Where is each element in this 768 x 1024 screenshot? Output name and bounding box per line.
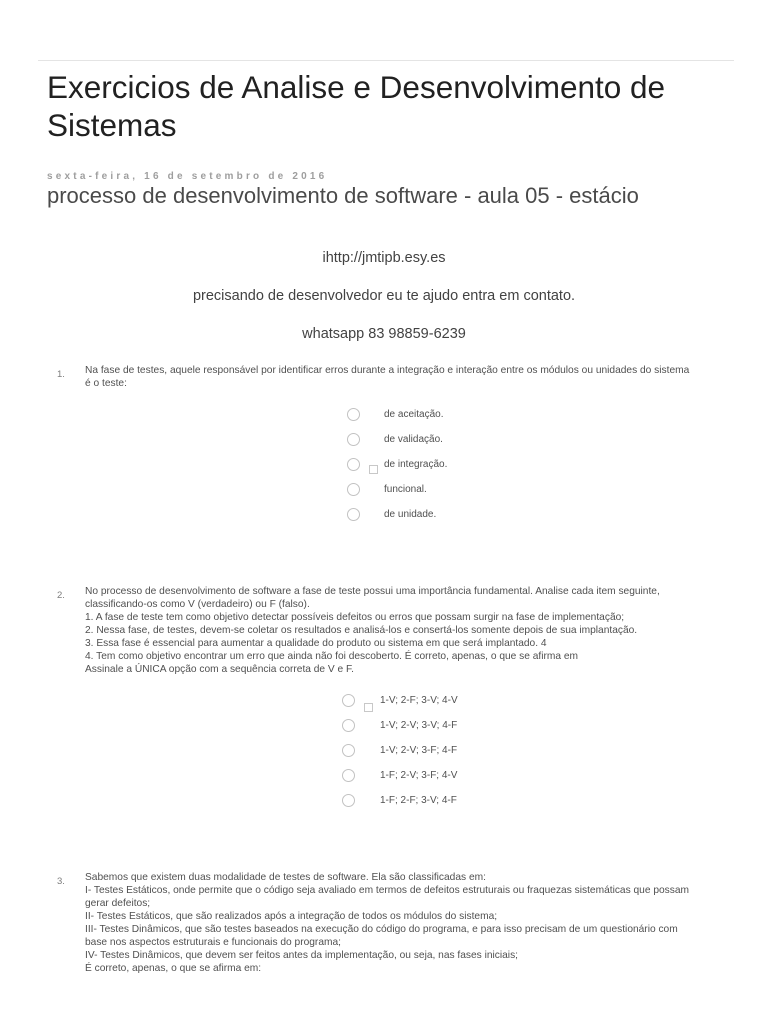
question-line: é o teste: (85, 378, 127, 389)
question-number: 1. (57, 369, 65, 380)
answer-option-label: 1-V; 2-V; 3-F; 4-F (380, 745, 458, 756)
question-line: 1. A fase de teste tem como objetivo detectar possíveis defeitos ou erros que possam surgir na fase de implementação; (85, 612, 625, 623)
radio-button[interactable] (347, 508, 360, 521)
question-line: 3. Essa fase é essencial para aumentar a qualidade do produto ou sistema em que será implantado. 4 (85, 638, 547, 649)
question-text (85, 871, 725, 975)
question-line: classificando-os como V (verdadeiro) ou F (falso). (85, 599, 310, 610)
radio-button[interactable] (347, 433, 360, 446)
radio-button[interactable] (347, 483, 360, 496)
checkbox-icon (364, 703, 373, 712)
question-text (85, 364, 725, 390)
post-date: sexta-feira, 16 de setembro de 2016 (47, 171, 328, 182)
question-line: 4. Tem como objetivo encontrar um erro que ainda não foi descoberto. É correto, apenas, o que se afirma em (85, 651, 579, 662)
answer-option-label: 1-F; 2-V; 3-F; 4-V (380, 770, 458, 781)
answer-option-label: de unidade. (384, 509, 437, 520)
question-number: 2. (57, 590, 65, 601)
post-title[interactable]: processo de desenvolvimento de software - aula 05 - estácio (47, 183, 639, 208)
answer-option-label: 1-V; 2-V; 3-V; 4-F (380, 720, 458, 731)
question-line: base nos aspectos estruturais e funcionais do programa; (85, 937, 341, 948)
question-line: No processo de desenvolvimento de software a fase de teste possui uma importância fundamental. Analise cada item seguinte, (85, 586, 660, 597)
whatsapp-text: whatsapp 83 98859-6239 (302, 326, 466, 342)
question-line: IV- Testes Dinâmicos, que devem ser feitos antes da implementação, ou seja, nas fases iniciais; (85, 950, 518, 961)
radio-button[interactable] (342, 744, 355, 757)
question-line: 2. Nessa fase, de testes, devem-se coletar os resultados e analisá-los e consertá-los somente depois de sua implantação. (85, 625, 638, 636)
radio-button[interactable] (342, 769, 355, 782)
question-line: III- Testes Dinâmicos, que são testes baseados na execução do código do programa, e para isso precisam de um questionário com (85, 924, 678, 935)
blog-title[interactable]: Exercicios de Analise e Desenvolvimento de Sistemas (47, 69, 666, 143)
question-line: Sabemos que existem duas modalidade de testes de software. Ela são classificadas em: (85, 872, 486, 883)
answer-option-label: de validação. (384, 434, 443, 445)
question-line: II- Testes Estáticos, que são realizados após a integração de todos os módulos do sistema; (85, 911, 498, 922)
question-line: É correto, apenas, o que se afirma em: (85, 963, 262, 974)
answer-option-label: de integração. (384, 459, 448, 470)
answer-option-label: de aceitação. (384, 409, 444, 420)
checkbox-icon (369, 465, 378, 474)
radio-button[interactable] (347, 458, 360, 471)
question-line: Assinale a ÚNICA opção com a sequência correta de V e F. (85, 664, 354, 675)
question-line: I- Testes Estáticos, onde permite que o código seja avaliado em termos de defeitos estruturais ou fraquezas sistemáticas que possam (85, 885, 690, 896)
question-line: gerar defeitos; (85, 898, 151, 909)
question-line: Na fase de testes, aquele responsável por identificar erros durante a integração e interação entre os módulos ou unidades do sistema (85, 365, 690, 376)
question-number: 3. (57, 876, 65, 887)
post-link[interactable]: ihttp://jmtipb.esy.es (322, 250, 446, 266)
radio-button[interactable] (342, 794, 355, 807)
contact-text: precisando de desenvolvedor eu te ajudo entra em contato. (192, 288, 576, 304)
radio-button[interactable] (342, 694, 355, 707)
answer-option-label: funcional. (384, 484, 427, 495)
answer-option-label: 1-F; 2-F; 3-V; 4-F (380, 795, 457, 806)
answer-option-label: 1-V; 2-F; 3-V; 4-V (380, 695, 458, 706)
radio-button[interactable] (347, 408, 360, 421)
header-divider (38, 60, 734, 61)
question-text (85, 585, 725, 676)
radio-button[interactable] (342, 719, 355, 732)
